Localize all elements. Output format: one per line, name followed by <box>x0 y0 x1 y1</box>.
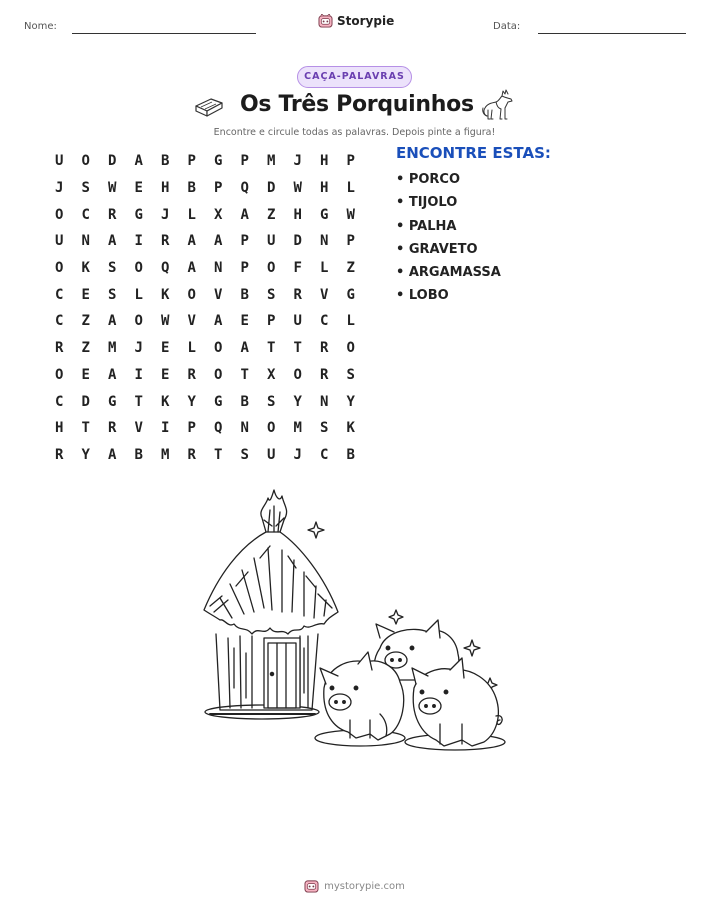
grid-cell[interactable]: N <box>81 233 90 250</box>
grid-row <box>46 255 371 282</box>
grid-cell[interactable]: H <box>293 206 302 223</box>
grid-cell[interactable]: E <box>134 180 143 197</box>
word-item: • TIJOLO <box>396 195 458 211</box>
grid-cell[interactable]: Y <box>293 393 302 410</box>
grid-row <box>46 335 371 362</box>
grid-row <box>46 388 371 415</box>
grid-row <box>46 148 371 175</box>
grid-cell[interactable]: O <box>267 420 276 437</box>
grid-cell[interactable]: B <box>134 446 143 463</box>
grid-cell[interactable]: C <box>81 206 90 223</box>
grid-cell[interactable]: X <box>214 206 223 223</box>
grid-cell[interactable]: A <box>214 233 223 250</box>
footer <box>0 879 709 893</box>
grid-cell[interactable]: I <box>161 420 170 437</box>
grid-cell[interactable]: J <box>293 446 302 463</box>
grid-cell[interactable]: J <box>134 340 143 357</box>
grid-cell[interactable]: H <box>55 420 64 437</box>
grid-cell[interactable]: T <box>293 340 302 357</box>
grid-cell[interactable]: C <box>55 286 64 303</box>
grid-cell[interactable]: K <box>161 286 170 303</box>
grid-cell[interactable]: U <box>267 446 276 463</box>
grid-cell[interactable]: A <box>214 313 223 330</box>
grid-cell[interactable]: Q <box>214 420 223 437</box>
grid-cell[interactable]: P <box>240 260 249 277</box>
grid-cell[interactable]: R <box>55 446 64 463</box>
grid-cell[interactable]: F <box>293 260 302 277</box>
grid-cell[interactable]: Z <box>267 206 276 223</box>
grid-cell[interactable]: O <box>214 340 223 357</box>
grid-row <box>46 228 371 255</box>
grid-cell[interactable]: V <box>187 313 196 330</box>
grid-cell[interactable]: B <box>187 180 196 197</box>
grid-cell[interactable]: H <box>320 180 329 197</box>
grid-cell[interactable]: U <box>55 233 64 250</box>
grid-cell[interactable]: O <box>134 313 143 330</box>
grid-cell[interactable]: J <box>293 153 302 170</box>
grid-cell[interactable]: S <box>267 286 276 303</box>
word-list-title: ENCONTRE ESTAS: <box>396 144 551 162</box>
grid-cell[interactable]: Z <box>81 313 90 330</box>
grid-cell[interactable]: Q <box>240 180 249 197</box>
grid-cell[interactable]: V <box>320 286 329 303</box>
grid-cell[interactable]: S <box>267 393 276 410</box>
word-list <box>396 144 551 312</box>
word-item: • PALHA <box>396 218 457 234</box>
grid-cell[interactable]: L <box>320 260 329 277</box>
grid-cell[interactable]: E <box>161 366 170 383</box>
grid-cell[interactable]: R <box>320 340 329 357</box>
grid-cell[interactable]: G <box>108 393 117 410</box>
grid-cell[interactable]: P <box>214 180 223 197</box>
grid-cell[interactable]: C <box>55 313 64 330</box>
grid-cell[interactable]: R <box>320 366 329 383</box>
grid-row <box>46 308 371 335</box>
grid-cell[interactable]: C <box>320 446 329 463</box>
grid-cell[interactable]: A <box>108 233 117 250</box>
grid-cell[interactable]: B <box>161 153 170 170</box>
grid-cell[interactable]: S <box>346 366 355 383</box>
grid-cell[interactable]: Z <box>346 260 355 277</box>
grid-cell[interactable]: P <box>346 233 355 250</box>
grid-cell[interactable]: A <box>187 233 196 250</box>
instructions: Encontre e circule todas as palavras. Depois pinte a figura! <box>213 127 496 138</box>
grid-cell[interactable]: L <box>134 286 143 303</box>
grid-cell[interactable]: O <box>214 366 223 383</box>
grid-cell[interactable]: P <box>240 233 249 250</box>
grid-cell[interactable]: S <box>81 180 90 197</box>
grid-cell[interactable]: G <box>214 393 223 410</box>
grid-cell[interactable]: A <box>187 260 196 277</box>
grid-cell[interactable]: P <box>187 420 196 437</box>
grid-cell[interactable]: D <box>108 153 117 170</box>
grid-cell[interactable]: A <box>108 446 117 463</box>
grid-cell[interactable]: C <box>320 313 329 330</box>
grid-cell[interactable]: S <box>108 260 117 277</box>
grid-cell[interactable]: E <box>161 340 170 357</box>
grid-cell[interactable]: O <box>267 260 276 277</box>
grid-cell[interactable]: R <box>187 446 196 463</box>
grid-cell[interactable]: Z <box>81 340 90 357</box>
grid-cell[interactable]: P <box>267 313 276 330</box>
grid-cell[interactable]: H <box>320 153 329 170</box>
grid-cell[interactable]: L <box>346 313 355 330</box>
grid-cell[interactable]: O <box>55 260 64 277</box>
grid-cell[interactable]: O <box>81 153 90 170</box>
grid-cell[interactable]: K <box>81 260 90 277</box>
grid-cell[interactable]: B <box>240 286 249 303</box>
grid-cell[interactable]: A <box>134 153 143 170</box>
grid-cell[interactable]: R <box>55 340 64 357</box>
grid-cell[interactable]: G <box>320 206 329 223</box>
grid-cell[interactable]: E <box>240 313 249 330</box>
grid-cell[interactable]: U <box>293 313 302 330</box>
grid-cell[interactable]: V <box>134 420 143 437</box>
grid-cell[interactable]: E <box>81 286 90 303</box>
grid-cell[interactable]: K <box>346 420 355 437</box>
grid-cell[interactable]: W <box>293 180 302 197</box>
grid-cell[interactable]: W <box>161 313 170 330</box>
grid-cell[interactable]: O <box>346 340 355 357</box>
grid-cell[interactable]: Y <box>81 446 90 463</box>
pig-logo-icon <box>304 879 319 893</box>
brand-logo <box>318 14 394 28</box>
grid-row <box>46 362 371 389</box>
grid-cell[interactable]: G <box>134 206 143 223</box>
grid-cell[interactable]: V <box>214 286 223 303</box>
grid-cell[interactable]: P <box>187 153 196 170</box>
grid-cell[interactable]: D <box>293 233 302 250</box>
date-line <box>538 33 686 34</box>
grid-cell[interactable]: L <box>187 340 196 357</box>
word-item: • PORCO <box>396 172 461 187</box>
grid-cell[interactable]: N <box>320 233 329 250</box>
wolf-icon <box>480 88 518 122</box>
grid-cell[interactable]: O <box>187 286 196 303</box>
grid-cell[interactable]: M <box>293 420 302 437</box>
grid-cell[interactable]: Y <box>187 393 196 410</box>
grid-cell[interactable]: A <box>240 340 249 357</box>
name-line <box>72 33 256 34</box>
grid-cell[interactable]: Y <box>346 393 355 410</box>
grid-cell[interactable]: R <box>187 366 196 383</box>
grid-cell[interactable]: D <box>267 180 276 197</box>
grid-cell[interactable]: L <box>187 206 196 223</box>
grid-cell[interactable]: P <box>240 153 249 170</box>
word-item: • ARGAMASSA <box>396 265 501 281</box>
grid-cell[interactable]: B <box>240 393 249 410</box>
grid-row <box>46 442 371 469</box>
grid-cell[interactable]: N <box>320 393 329 410</box>
brick-icon <box>193 92 225 118</box>
grid-cell[interactable]: T <box>134 393 143 410</box>
grid-cell[interactable]: A <box>108 366 117 383</box>
brand-name: Storypie <box>337 14 395 28</box>
grid-cell[interactable]: N <box>240 420 249 437</box>
grid-cell[interactable]: L <box>346 180 355 197</box>
grid-cell[interactable]: T <box>81 420 90 437</box>
grid-cell[interactable]: T <box>214 446 223 463</box>
grid-cell[interactable]: O <box>55 366 64 383</box>
grid-cell[interactable]: T <box>240 366 249 383</box>
grid-cell[interactable]: E <box>81 366 90 383</box>
grid-row <box>46 281 371 308</box>
category-badge: CAÇA-PALAVRAS <box>297 66 412 88</box>
grid-cell[interactable]: U <box>267 233 276 250</box>
grid-cell[interactable]: O <box>134 260 143 277</box>
grid-cell[interactable]: R <box>108 420 117 437</box>
grid-cell[interactable]: A <box>108 313 117 330</box>
grid-cell[interactable]: P <box>346 153 355 170</box>
grid-cell[interactable]: N <box>214 260 223 277</box>
grid-cell[interactable]: G <box>346 286 355 303</box>
header-row <box>0 14 709 44</box>
word-search-grid[interactable] <box>46 148 371 468</box>
grid-cell[interactable]: B <box>346 446 355 463</box>
title-row <box>0 92 709 124</box>
grid-cell[interactable]: T <box>267 340 276 357</box>
grid-cell[interactable]: R <box>293 286 302 303</box>
grid-cell[interactable]: G <box>214 153 223 170</box>
date-label: Data: <box>493 21 521 32</box>
grid-cell[interactable]: O <box>55 206 64 223</box>
grid-row <box>46 415 371 442</box>
grid-cell[interactable]: D <box>81 393 90 410</box>
grid-cell[interactable]: A <box>240 206 249 223</box>
grid-cell[interactable]: M <box>267 153 276 170</box>
grid-cell[interactable]: H <box>161 180 170 197</box>
grid-cell[interactable]: J <box>161 206 170 223</box>
grid-cell[interactable]: S <box>108 286 117 303</box>
grid-cell[interactable]: I <box>134 366 143 383</box>
grid-cell[interactable]: J <box>55 180 64 197</box>
word-item: • GRAVETO <box>396 241 478 257</box>
grid-cell[interactable]: I <box>134 233 143 250</box>
grid-cell[interactable]: C <box>55 393 64 410</box>
grid-cell[interactable]: U <box>55 153 64 170</box>
grid-cell[interactable]: O <box>293 366 302 383</box>
page-title: Os Três Porquinhos <box>240 92 474 117</box>
grid-cell[interactable]: W <box>108 180 117 197</box>
grid-row <box>46 201 371 228</box>
grid-cell[interactable]: M <box>108 340 117 357</box>
grid-cell[interactable]: R <box>108 206 117 223</box>
footer-url[interactable]: mystorypie.com <box>324 880 405 892</box>
three-pigs-straw-house-illustration <box>200 488 512 758</box>
grid-cell[interactable]: W <box>346 206 355 223</box>
grid-cell[interactable]: K <box>161 393 170 410</box>
grid-cell[interactable]: Q <box>161 260 170 277</box>
grid-row <box>46 175 371 202</box>
grid-cell[interactable]: R <box>161 233 170 250</box>
grid-cell[interactable]: S <box>320 420 329 437</box>
grid-cell[interactable]: X <box>267 366 276 383</box>
pig-logo-icon <box>318 14 333 28</box>
name-label: Nome: <box>24 21 57 32</box>
grid-cell[interactable]: M <box>161 446 170 463</box>
grid-cell[interactable]: S <box>240 446 249 463</box>
word-item: • LOBO <box>396 288 449 304</box>
